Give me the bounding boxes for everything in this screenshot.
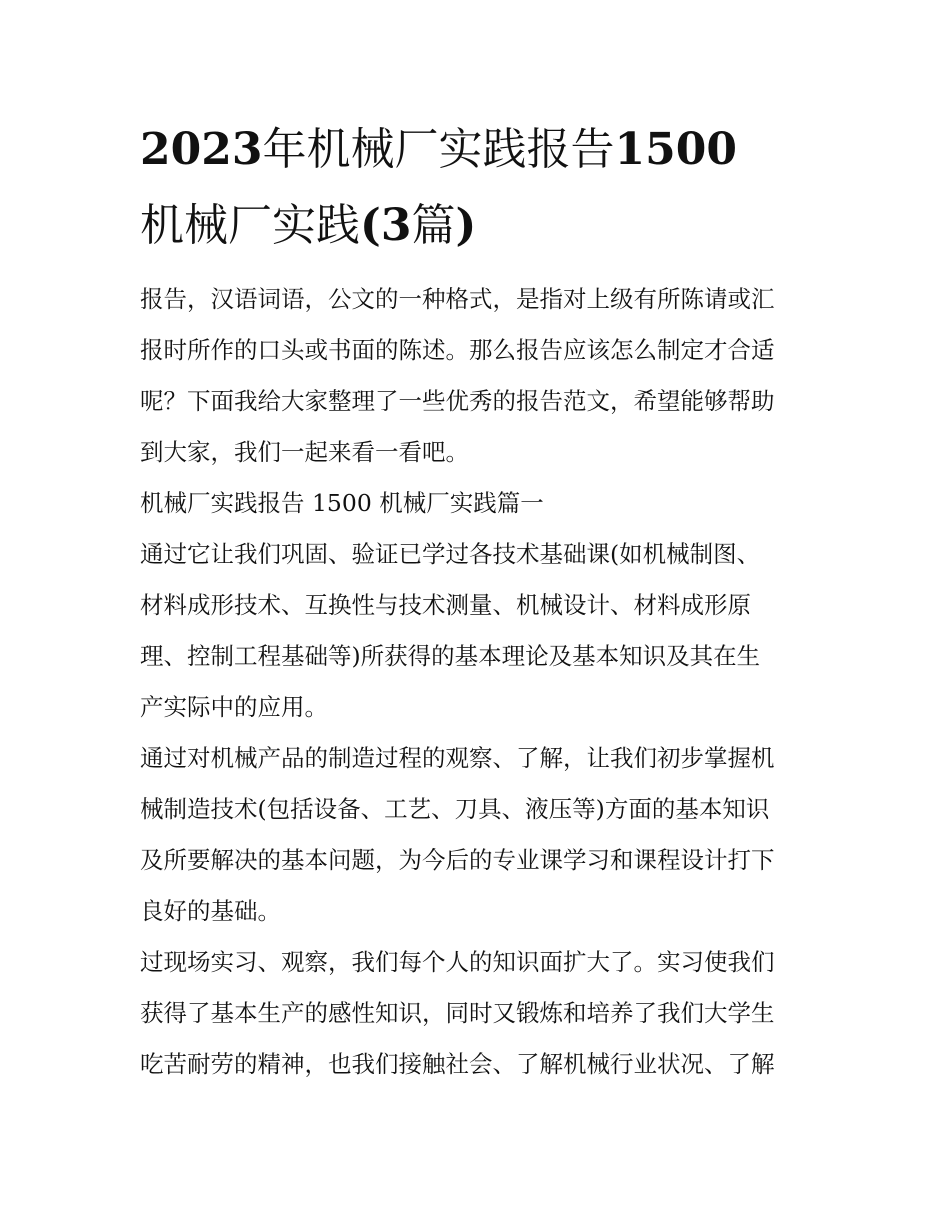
text-line: 到大家，我们一起来看一看吧。 bbox=[140, 438, 469, 466]
title-line-2 bbox=[140, 188, 812, 264]
title-number: 1500 bbox=[614, 124, 737, 175]
title-text-3: 篇 bbox=[411, 200, 456, 251]
text-line: 机械厂实践报告 1500 机械厂实践篇一 bbox=[140, 489, 544, 517]
text-line: 良好的基础。 bbox=[140, 897, 281, 925]
document-body bbox=[140, 274, 812, 1090]
title-text-1: 年机械厂实践报告 bbox=[262, 124, 615, 175]
document-title bbox=[140, 112, 812, 264]
text-line: 械制造技术(包括设备、工艺、刀具、液压等)方面的基本知识 bbox=[140, 795, 770, 823]
text-line: 吃苦耐劳的精神，也我们接触社会、了解机械行业状况、了解 bbox=[140, 1050, 775, 1078]
text-line: 材料成形技术、互换性与技术测量、机械设计、材料成形原 bbox=[140, 591, 751, 619]
text-line: 理、控制工程基础等)所获得的基本理论及基本知识及其在生 bbox=[140, 642, 761, 670]
paragraph-purpose bbox=[140, 529, 812, 733]
section-heading bbox=[140, 478, 812, 529]
text-line: 报告，汉语词语，公文的一种格式，是指对上级有所陈请或汇 bbox=[140, 285, 775, 313]
title-text-2: 机械厂实践 bbox=[140, 200, 360, 251]
text-line: 通过对机械产品的制造过程的观察、了解，让我们初步掌握机 bbox=[140, 744, 775, 772]
text-line: 报时所作的口头或书面的陈述。那么报告应该怎么制定才合适 bbox=[140, 336, 775, 364]
text-line: 过现场实习、观察，我们每个人的知识面扩大了。实习使我们 bbox=[140, 948, 775, 976]
paragraph-observation bbox=[140, 733, 812, 937]
title-paren-close: ) bbox=[455, 200, 477, 251]
paragraph-intro bbox=[140, 274, 812, 478]
text-line: 获得了基本生产的感性知识，同时又锻炼和培养了我们大学生 bbox=[140, 999, 775, 1027]
text-line: 通过它让我们巩固、验证已学过各技术基础课(如机械制图、 bbox=[140, 540, 761, 568]
text-line: 及所要解决的基本问题，为今后的专业课学习和课程设计打下 bbox=[140, 846, 775, 874]
title-paren-open: (3 bbox=[360, 200, 412, 251]
paragraph-field-practice bbox=[140, 937, 812, 1090]
title-line-1 bbox=[140, 112, 812, 188]
document-page bbox=[140, 112, 812, 1090]
title-year: 2023 bbox=[140, 124, 263, 175]
text-line: 产实际中的应用。 bbox=[140, 693, 328, 721]
text-line: 呢？下面我给大家整理了一些优秀的报告范文，希望能够帮助 bbox=[140, 387, 775, 415]
